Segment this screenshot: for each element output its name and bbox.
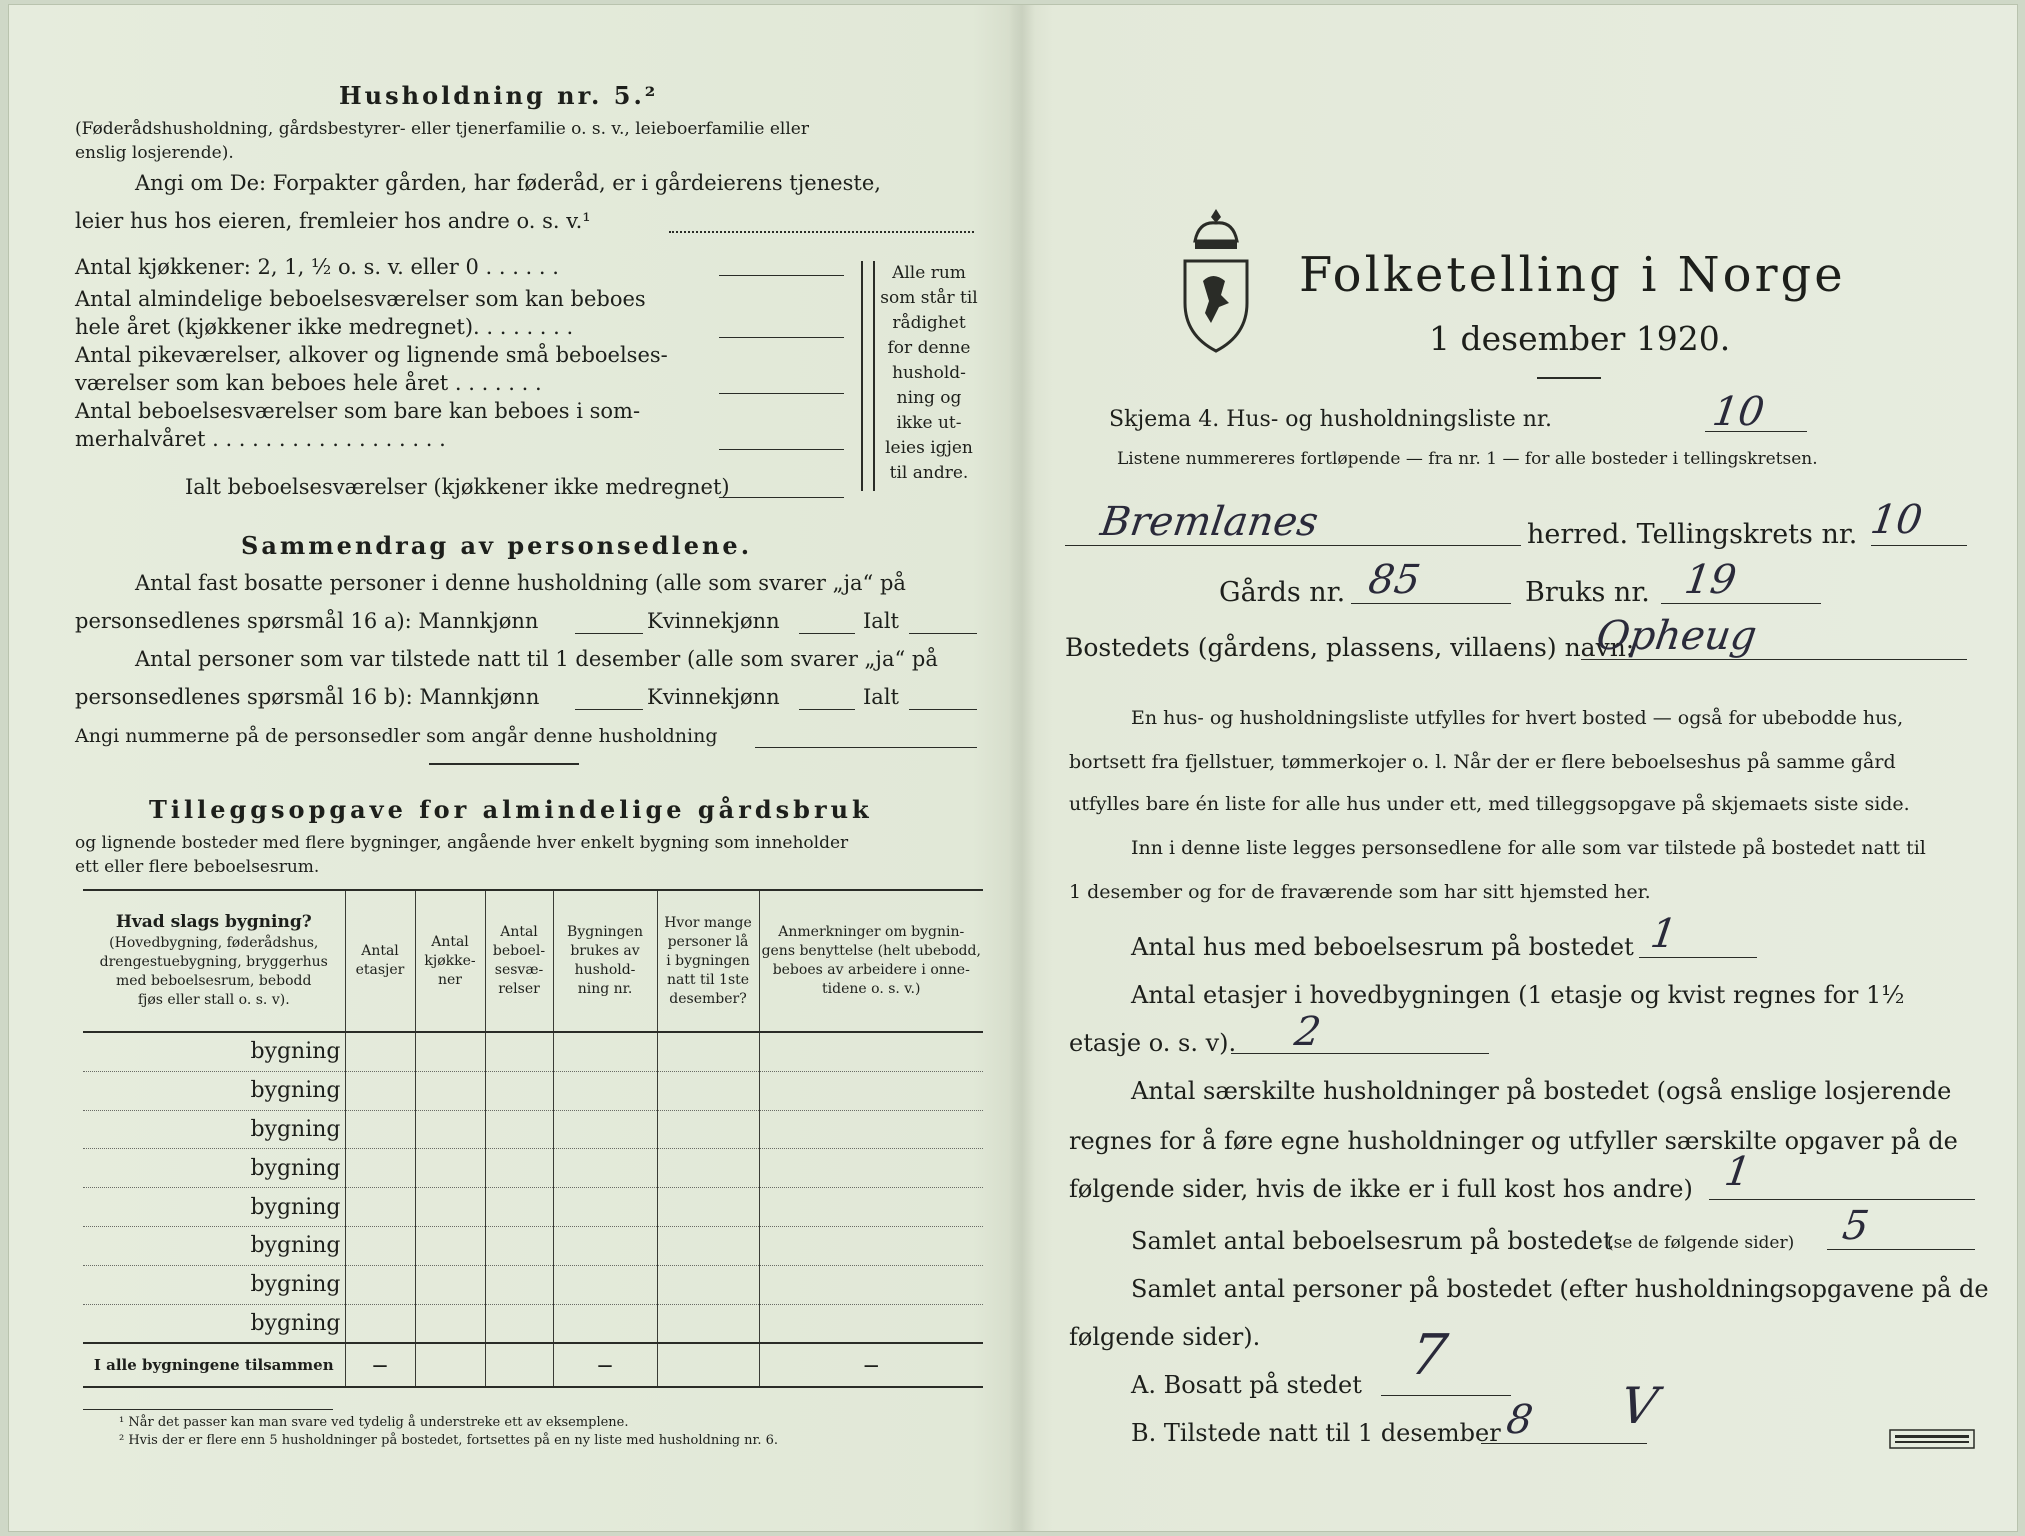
- table-cell: [553, 1226, 657, 1265]
- hus-label: Antal hus med beboelsesrum på bostedet: [1131, 933, 1634, 961]
- almind-field: [719, 337, 844, 338]
- total-label: I alle bygningene tilsammen: [83, 1343, 345, 1387]
- household-intro: (Føderådshusholdning, gårdsbestyrer- eller tjenerfamilie o. s. v., leieboerfamilie eller: [75, 119, 809, 139]
- norway-coat-of-arms-icon: [1181, 203, 1251, 355]
- table-cell: [485, 1226, 553, 1265]
- tilst-ialt-field: [909, 709, 977, 710]
- sommer-field: [719, 449, 844, 450]
- sammendrag-title: Sammendrag av personsedlene.: [241, 531, 753, 560]
- bosatt-label: A. Bosatt på stedet: [1131, 1371, 1362, 1399]
- section-divider: [429, 763, 579, 765]
- fast-text-2: personsedlenes spørsmål 16 a): Mannkjønn: [75, 609, 539, 633]
- table-cell: [345, 1149, 415, 1188]
- header-kjokkener: Antal kjøkke- ner: [415, 890, 485, 1032]
- bosted-label: Bostedets (gårdens, plassens, villaens) navn:: [1065, 633, 1635, 662]
- samlet-rum-field: [1827, 1249, 1975, 1250]
- header-etasjer: Antal etasjer: [345, 890, 415, 1032]
- herred-value: Bremlanes: [1097, 499, 1321, 545]
- fast-ialt-field: [909, 633, 977, 634]
- samlet-rum-value: 5: [1839, 1203, 1872, 1249]
- tilstede-field: [1481, 1443, 1647, 1444]
- table-cell: [657, 1188, 759, 1227]
- table-row: [83, 1071, 983, 1110]
- table-cell: [415, 1226, 485, 1265]
- table-cell: [415, 1032, 485, 1071]
- gards-field: [1351, 603, 1511, 604]
- kjokken-field: [719, 275, 844, 276]
- saerskilt-line-2: regnes for å føre egne husholdninger og utfyller særskilte opgaver på de: [1069, 1127, 1958, 1155]
- title-rule: [1537, 377, 1601, 379]
- almind-label-2: hele året (kjøkkener ikke medregnet). . . . . . . .: [75, 315, 574, 339]
- kjokken-label: Antal kjøkkener: 2, 1, ½ o. s. v. eller 0 . . . . . .: [75, 255, 559, 279]
- table-cell: [415, 1188, 485, 1227]
- table-cell: [657, 1265, 759, 1304]
- side-note-bracket: [861, 261, 875, 491]
- para2-line-2: 1 desember og for de fraværende som har sitt hjemsted her.: [1069, 881, 1651, 903]
- tilst-text-2: personsedlenes spørsmål 16 b): Mannkjønn: [75, 685, 540, 709]
- tilst-kvinne-field: [799, 709, 855, 710]
- table-cell: [485, 1265, 553, 1304]
- saerskilt-value: 1: [1721, 1149, 1754, 1195]
- table-cell: [657, 1032, 759, 1071]
- etasjer-field: [1231, 1053, 1489, 1054]
- table-row: [83, 1149, 983, 1188]
- table-cell: [415, 1071, 485, 1110]
- table-cell: [759, 1149, 983, 1188]
- hus-value: 1: [1647, 911, 1680, 957]
- tilstede-value: 8: [1503, 1397, 1536, 1443]
- table-cell: [553, 1149, 657, 1188]
- table-row: [83, 1188, 983, 1227]
- fast-text-1: Antal fast bosatte personer i denne husholdning (alle som svarer „ja“ på: [135, 571, 906, 595]
- bruks-field: [1661, 603, 1821, 604]
- table-cell: [657, 1071, 759, 1110]
- fast-kvinne-label: Kvinnekjønn: [647, 609, 780, 633]
- table-cell: [415, 1110, 485, 1149]
- table-row: [83, 1226, 983, 1265]
- table-row: [83, 1304, 983, 1343]
- building-type-cell: bygning: [83, 1071, 345, 1110]
- table-cell: [759, 1071, 983, 1110]
- herred-label: herred. Tellingskrets nr.: [1527, 519, 1858, 550]
- table-cell: [657, 1304, 759, 1343]
- samlet-rum-label: Samlet antal beboelsesrum på bostedet: [1131, 1227, 1613, 1255]
- angi-text-1: Angi om De: Forpakter gården, har føderåd, er i gårdeierens tjeneste,: [135, 171, 881, 195]
- header-building-type: Hvad slags bygning? (Hovedbygning, føderådshus, drengestuebygning, bryggerhus med beboelsesrum, bebodd fjøs eller stall o. s. v).: [99, 911, 328, 1008]
- building-type-cell: bygning: [83, 1188, 345, 1227]
- building-table: [83, 889, 983, 1388]
- table-cell: [759, 1304, 983, 1343]
- listene-note: Listene nummereres fortløpende — fra nr. 1 — for alle bosteder i tellingskretsen.: [1117, 449, 1818, 469]
- samlet-rum-note: (se de følgende sider): [1607, 1233, 1795, 1253]
- table-cell: [553, 1265, 657, 1304]
- table-row: [83, 1110, 983, 1149]
- header-anmerkninger: Anmerkninger om bygnin- gens benyttelse (helt ubebodd, beboes av arbeidere i onne- tidene o. s. v.): [759, 890, 983, 1032]
- etasjer-line-2: etasje o. s. v).: [1069, 1029, 1237, 1057]
- table-cell: [415, 1304, 485, 1343]
- skjema-nr-value: 10: [1709, 389, 1768, 435]
- table-cell: [657, 1110, 759, 1149]
- table-cell: [485, 1149, 553, 1188]
- krets-field: [1871, 545, 1967, 546]
- household-intro-2: enslig losjerende).: [75, 143, 234, 163]
- side-note: Alle rum som står til rådighet for denne hushold- ning og ikke ut- leies igjen til andre.: [880, 263, 978, 483]
- table-row: [83, 1265, 983, 1304]
- angi-text-2: leier hus hos eieren, fremleier hos andre o. s. v.¹: [75, 209, 591, 233]
- table-cell: [415, 1265, 485, 1304]
- almind-label-1: Antal almindelige beboelsesværelser som kan beboes: [75, 287, 646, 311]
- total-cell: [485, 1343, 553, 1387]
- building-table-header: [83, 890, 983, 1032]
- tillegg-text-1: og lignende bosteder med flere bygninger, angående hver enkelt bygning som inneholder: [75, 833, 849, 853]
- table-cell: [485, 1188, 553, 1227]
- bruks-label: Bruks nr.: [1525, 577, 1650, 608]
- census-form-sheet: [8, 4, 2018, 1532]
- table-cell: [759, 1226, 983, 1265]
- building-type-cell: bygning: [83, 1110, 345, 1149]
- building-type-cell: bygning: [83, 1226, 345, 1265]
- pike-label-1: Antal pikeværelser, alkover og lignende små beboelses-: [75, 343, 668, 367]
- page-fold: [1009, 5, 1035, 1531]
- total-cell: [657, 1343, 759, 1387]
- footnote-1: ¹ Når det passer kan man svare ved tydelig å understreke ett av eksemplene.: [119, 1415, 629, 1430]
- header-vaerelser: Antal beboel- sesvæ- relser: [485, 890, 553, 1032]
- tillegg-title: Tilleggsopgave for almindelige gårdsbruk: [149, 795, 873, 824]
- bosted-field: [1581, 659, 1967, 660]
- para2-line-1: Inn i denne liste legges personsedlene for alle som var tilstede på bostedet natt til: [1131, 837, 1926, 859]
- fast-mann-field: [575, 633, 643, 634]
- tilst-ialt-label: Ialt: [863, 685, 899, 709]
- nummer-field: [755, 747, 977, 748]
- table-cell: [553, 1071, 657, 1110]
- header-personer: Hvor mange personer lå i bygningen natt til 1ste desember?: [657, 890, 759, 1032]
- total-dash: —: [553, 1343, 657, 1387]
- skjema-label: Skjema 4. Hus- og husholdningsliste nr.: [1109, 407, 1552, 432]
- table-cell: [345, 1304, 415, 1343]
- household-title: Husholdning nr. 5.²: [339, 81, 659, 110]
- table-cell: [553, 1032, 657, 1071]
- table-cell: [657, 1149, 759, 1188]
- footnote-rule: [83, 1409, 333, 1410]
- building-type-cell: bygning: [83, 1265, 345, 1304]
- samlet-pers-line-2: følgende sider).: [1069, 1323, 1261, 1351]
- total-dash: —: [345, 1343, 415, 1387]
- building-type-cell: bygning: [83, 1149, 345, 1188]
- table-cell: [553, 1188, 657, 1227]
- tilst-text-1: Antal personer som var tilstede natt til 1 desember (alle som svarer „ja“ på: [135, 647, 938, 671]
- table-row: [83, 1032, 983, 1071]
- table-cell: [345, 1265, 415, 1304]
- saerskilt-field: [1709, 1199, 1975, 1200]
- table-cell: [345, 1188, 415, 1227]
- building-type-cell: bygning: [83, 1032, 345, 1071]
- table-cell: [485, 1110, 553, 1149]
- form-title: Folketelling i Norge: [1299, 247, 1846, 303]
- angi-fill-line: [669, 231, 974, 233]
- table-cell: [553, 1304, 657, 1343]
- nummer-label: Angi nummerne på de personsedler som angår denne husholdning: [75, 725, 718, 747]
- para1-line-3: utfylles bare én liste for alle hus under ett, med tilleggsopgave på skjemaets siste side.: [1069, 793, 1910, 815]
- table-cell: [345, 1226, 415, 1265]
- building-table-total-row: [83, 1343, 983, 1387]
- tilst-mann-field: [575, 709, 643, 710]
- footnote-2: ² Hvis der er flere enn 5 husholdninger på bostedet, fortsettes på en ny liste med husholdning nr. 6.: [119, 1433, 779, 1448]
- table-cell: [485, 1032, 553, 1071]
- bosatt-field: [1381, 1395, 1511, 1396]
- bruks-nr-value: 19: [1681, 557, 1740, 603]
- table-cell: [759, 1032, 983, 1071]
- ialt-rooms-field: [719, 497, 844, 498]
- para1-line-2: bortsett fra fjellstuer, tømmerkojer o. l. Når der er flere beboelseshus på samme gård: [1069, 751, 1896, 773]
- total-dash: —: [759, 1343, 983, 1387]
- hus-field: [1639, 957, 1757, 958]
- tilstede-label: B. Tilstede natt til 1 desember: [1131, 1419, 1501, 1447]
- printer-stamp-icon: [1889, 1429, 1975, 1449]
- para1-line-1: En hus- og husholdningsliste utfylles for hvert bosted — også for ubebodde hus,: [1131, 707, 1904, 729]
- table-cell: [759, 1265, 983, 1304]
- saerskilt-line-1: Antal særskilte husholdninger på bostedet (også enslige losjerende: [1131, 1077, 1952, 1105]
- sommer-label-1: Antal beboelsesværelser som bare kan beboes i som-: [75, 399, 641, 423]
- table-cell: [759, 1110, 983, 1149]
- etasjer-value: 2: [1291, 1009, 1324, 1055]
- herred-field: [1065, 545, 1521, 546]
- saerskilt-line-3: følgende sider, hvis de ikke er i full kost hos andre): [1069, 1175, 1693, 1203]
- table-cell: [345, 1032, 415, 1071]
- table-cell: [553, 1110, 657, 1149]
- tillegg-text-2: ett eller flere beboelsesrum.: [75, 857, 320, 877]
- sommer-label-2: merhalvåret . . . . . . . . . . . . . . . . . .: [75, 427, 446, 451]
- samlet-pers-line-1: Samlet antal personer på bostedet (efter husholdningsopgavene på de: [1131, 1275, 1989, 1303]
- total-cell: [415, 1343, 485, 1387]
- header-husholdning-nr: Bygningen brukes av hushold- ning nr.: [553, 890, 657, 1032]
- etasjer-line-1: Antal etasjer i hovedbygningen (1 etasje og kvist regnes for 1½: [1131, 981, 1905, 1009]
- form-date: 1 desember 1920.: [1429, 319, 1731, 358]
- check-mark: V: [1616, 1377, 1662, 1435]
- krets-nr-value: 10: [1867, 497, 1926, 543]
- ialt-rooms-label: Ialt beboelsesværelser (kjøkkener ikke medregnet): [185, 475, 730, 499]
- pike-field: [719, 393, 844, 394]
- fast-ialt-label: Ialt: [863, 609, 899, 633]
- bosted-value: Opheug: [1593, 613, 1760, 659]
- bosatt-value: 7: [1406, 1323, 1452, 1388]
- gards-nr-value: 85: [1365, 557, 1424, 603]
- pike-label-2: værelser som kan beboes hele året . . . . . . .: [75, 371, 542, 395]
- gards-label: Gårds nr.: [1219, 577, 1346, 608]
- table-cell: [345, 1071, 415, 1110]
- table-cell: [657, 1226, 759, 1265]
- fast-kvinne-field: [799, 633, 855, 634]
- tilst-kvinne-label: Kvinnekjønn: [647, 685, 780, 709]
- table-cell: [485, 1304, 553, 1343]
- table-cell: [759, 1188, 983, 1227]
- table-cell: [415, 1149, 485, 1188]
- building-type-cell: bygning: [83, 1304, 345, 1343]
- table-cell: [345, 1110, 415, 1149]
- table-cell: [485, 1071, 553, 1110]
